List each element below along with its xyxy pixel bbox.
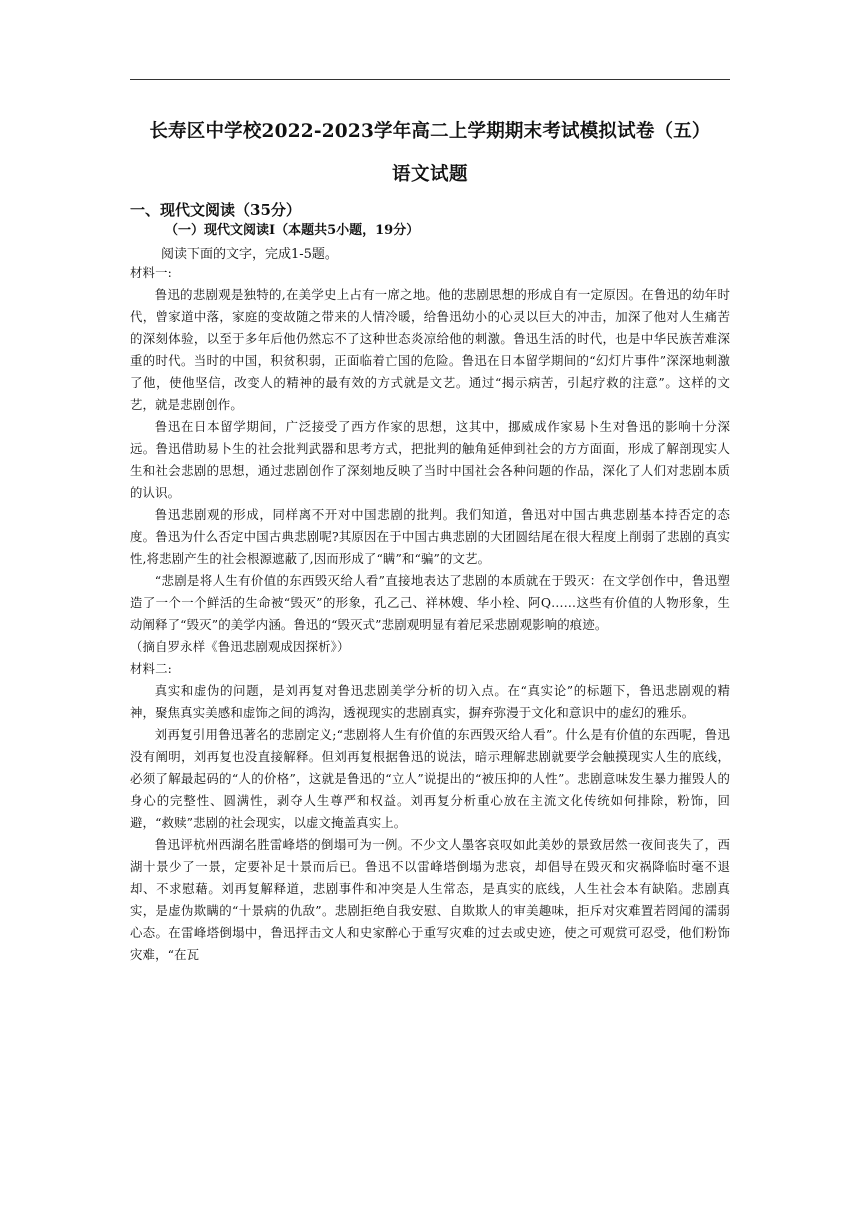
section-heading: 一、现代文阅读（35分） — [130, 201, 301, 219]
material-1-paragraph: 鲁迅悲剧观的形成，同样离不开对中国悲剧的批判。我们知道，鲁迅对中国古典悲剧基本持否定的态度。鲁迅为什么否定中国古典悲剧呢?其原因在于中国古典悲剧的大团圆结尾在很大程度上削弱了悲剧的真实性,将悲剧产生的社会根源遮蔽了,因而形成了“瞒”和“骗”的文艺。 — [130, 507, 730, 566]
header-rule — [130, 79, 730, 80]
material-2-paragraph: 刘再复引用鲁迅著名的悲剧定义;“悲剧将人生有价值的东西毁灭给人看”。什么是有价值的东西呢，鲁迅没有阐明，刘再复也没直接解释。但刘再复根据鲁迅的说法，暗示理解悲剧就要学会触摸现实人生的底线，必须了解最起码的“人的价格”，这就是鲁迅的“立人”说提出的“被压抑的人性”。悲剧意味发生暴力摧毁人的身心的完整性、圆满性，剥夺人生尊严和权益。刘再复分析重心放在主流文化传统如何排除，粉饰，回避，“救赎”悲剧的社会现实，以虚文掩盖真实上。 — [130, 727, 730, 830]
material-2-label: 材料二: — [130, 661, 172, 676]
material-2-paragraph: 真实和虚伪的问题，是刘再复对鲁迅悲剧美学分析的切入点。在“真实论”的标题下，鲁迅悲剧观的精神，聚焦真实美感和虚饰之间的鸿沟，透视现实的悲剧真实，摒弃弥漫于文化和意识中的虚幻的雅乐。 — [130, 683, 730, 720]
material-1-paragraph: “悲剧是将人生有价值的东西毁灭给人看”直接地表达了悲剧的本质就在于毁灭：在文学创作中，鲁迅塑造了一个一个鲜活的生命被“毁灭”的形象，孔乙己、祥林嫂、华小栓、阿Q……这些有价值的人物形象，生动阐释了“毁灭”的美学内涵。鲁迅的“毁灭式”悲剧观明显有着尼采悲剧观影响的痕迹。 — [130, 573, 730, 632]
document-subtitle: 语文试题 — [391, 164, 468, 185]
material-1-source: （摘自罗永样《鲁迅悲剧观成因探析》） — [130, 639, 350, 654]
material-1-label: 材料一: — [130, 265, 172, 280]
material-1-paragraph: 鲁迅在日本留学期间，广泛接受了西方作家的思想，这其中，挪威成作家易卜生对鲁迅的影响十分深远。鲁迅借助易卜生的社会批判武器和思考方式，把批判的触角延伸到社会的方方面面，形成了解剖现实人生和社会悲剧的思想，通过悲剧创作了深刻地反映了当时中国社会各种问题的作品，深化了人们对悲剧本质的认识。 — [130, 419, 730, 500]
reading-instruction: 阅读下面的文字，完成1-5题。 — [161, 247, 338, 262]
document-title: 长寿区中学校2022-2023学年高二上学期期末考试模拟试卷（五） — [149, 121, 711, 142]
material-1-paragraph: 鲁迅的悲剧观是独特的,在美学史上占有一席之地。他的悲剧思想的形成自有一定原因。在鲁迅的幼年时代，曾家道中落，家庭的变故随之带来的人情冷暖，给鲁迅幼小的心灵以巨大的冲击，加深了他对人生痛苦的深刻体验，以至于多年后他仍然忘不了这种世态炎凉给他的刺激。鲁迅生活的时代，也是中华民族苦难深重的时代。当时的中国，积贫积弱，正面临着亡国的危险。鲁迅在日本留学期间的“幻灯片事件”深深地刺激了他，使他坚信，改变人的精神的最有效的方式就是文艺。通过“揭示病苦，引起疗救的注意”。这样的文艺，就是悲剧创作。 — [130, 287, 730, 412]
material-2-paragraph: 鲁迅评杭州西湖名胜雷峰塔的倒塌可为一例。不少文人墨客哀叹如此美妙的景致居然一夜间丧失了，西湖十景少了一景，定要补足十景而后已。鲁迅不以雷峰塔倒塌为悲哀，却倡导在毁灭和灾祸降临时毫不退却、不求慰藉。刘再复解释道，悲剧事件和冲突是人生常态，是真实的底线，人生社会本有缺陷。悲剧真实，是虚伪欺瞒的“十景病的仇敌”。悲剧拒绝自我安慰、自欺欺人的审美趣味，拒斥对灾难置若罔闻的濡弱心态。在雷峰塔倒塌中，鲁迅抨击文人和史家醉心于重写灾难的过去或史迹，使之可观赏可忍受，他们粉饰灾难，“在瓦 — [130, 837, 730, 962]
reading-passage — [130, 262, 730, 966]
subsection-heading: （一）现代文阅读Ⅰ（本题共5小题，19分） — [165, 223, 420, 238]
